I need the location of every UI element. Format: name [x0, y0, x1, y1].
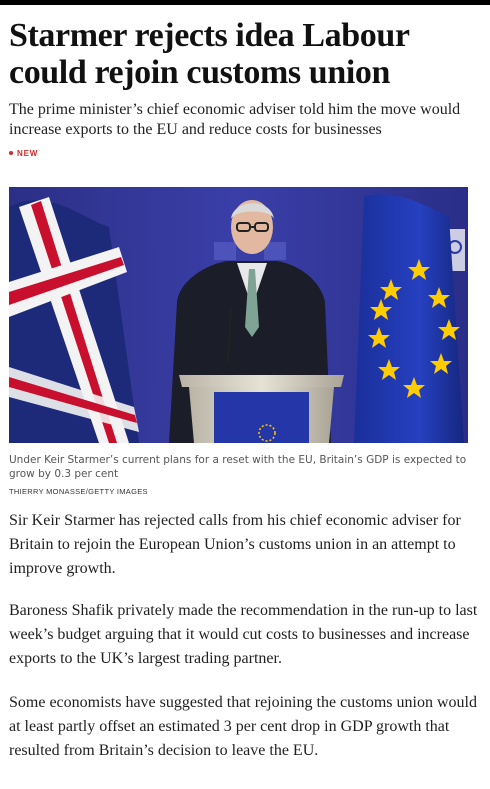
- eu-flag-icon: [354, 194, 464, 443]
- body-paragraph-1: Sir Keir Starmer has rejected calls from his chief economic adviser for Britain to rejoin the European Union’s customs union in an attempt to improve growth.: [9, 512, 461, 577]
- article-header: [9, 17, 477, 159]
- top-bar: [0, 0, 490, 5]
- podium: [179, 375, 344, 443]
- photo-caption: Under Keir Starmer’s current plans for a reset with the EU, Britain’s GDP is expected to grow by 0.3 per cent: [9, 454, 467, 480]
- new-badge: [9, 147, 477, 159]
- headline: Starmer rejects idea Labour could rejoin customs union: [9, 17, 409, 91]
- photo-illustration: [9, 187, 468, 443]
- photo-credit: THIERRY MONASSE/GETTY IMAGES: [9, 487, 148, 496]
- body-paragraph-2: Baroness Shafik privately made the recommendation in the run-up to last week’s budget arguing that it would cut costs to businesses and increase exports to the UK’s largest trading partner.: [9, 602, 478, 667]
- body-paragraph-3: Some economists have suggested that rejoining the customs union would at least partly offset an estimated 3 per cent drop in GDP growth that resulted from Britain’s decision to leave the EU.: [9, 694, 477, 759]
- new-badge-label: NEW: [17, 148, 39, 158]
- dot-icon: [9, 151, 13, 155]
- article-photo: [9, 187, 468, 443]
- standfirst: The prime minister’s chief economic adviser told him the move would increase exports to the EU and reduce costs for businesses: [9, 101, 461, 138]
